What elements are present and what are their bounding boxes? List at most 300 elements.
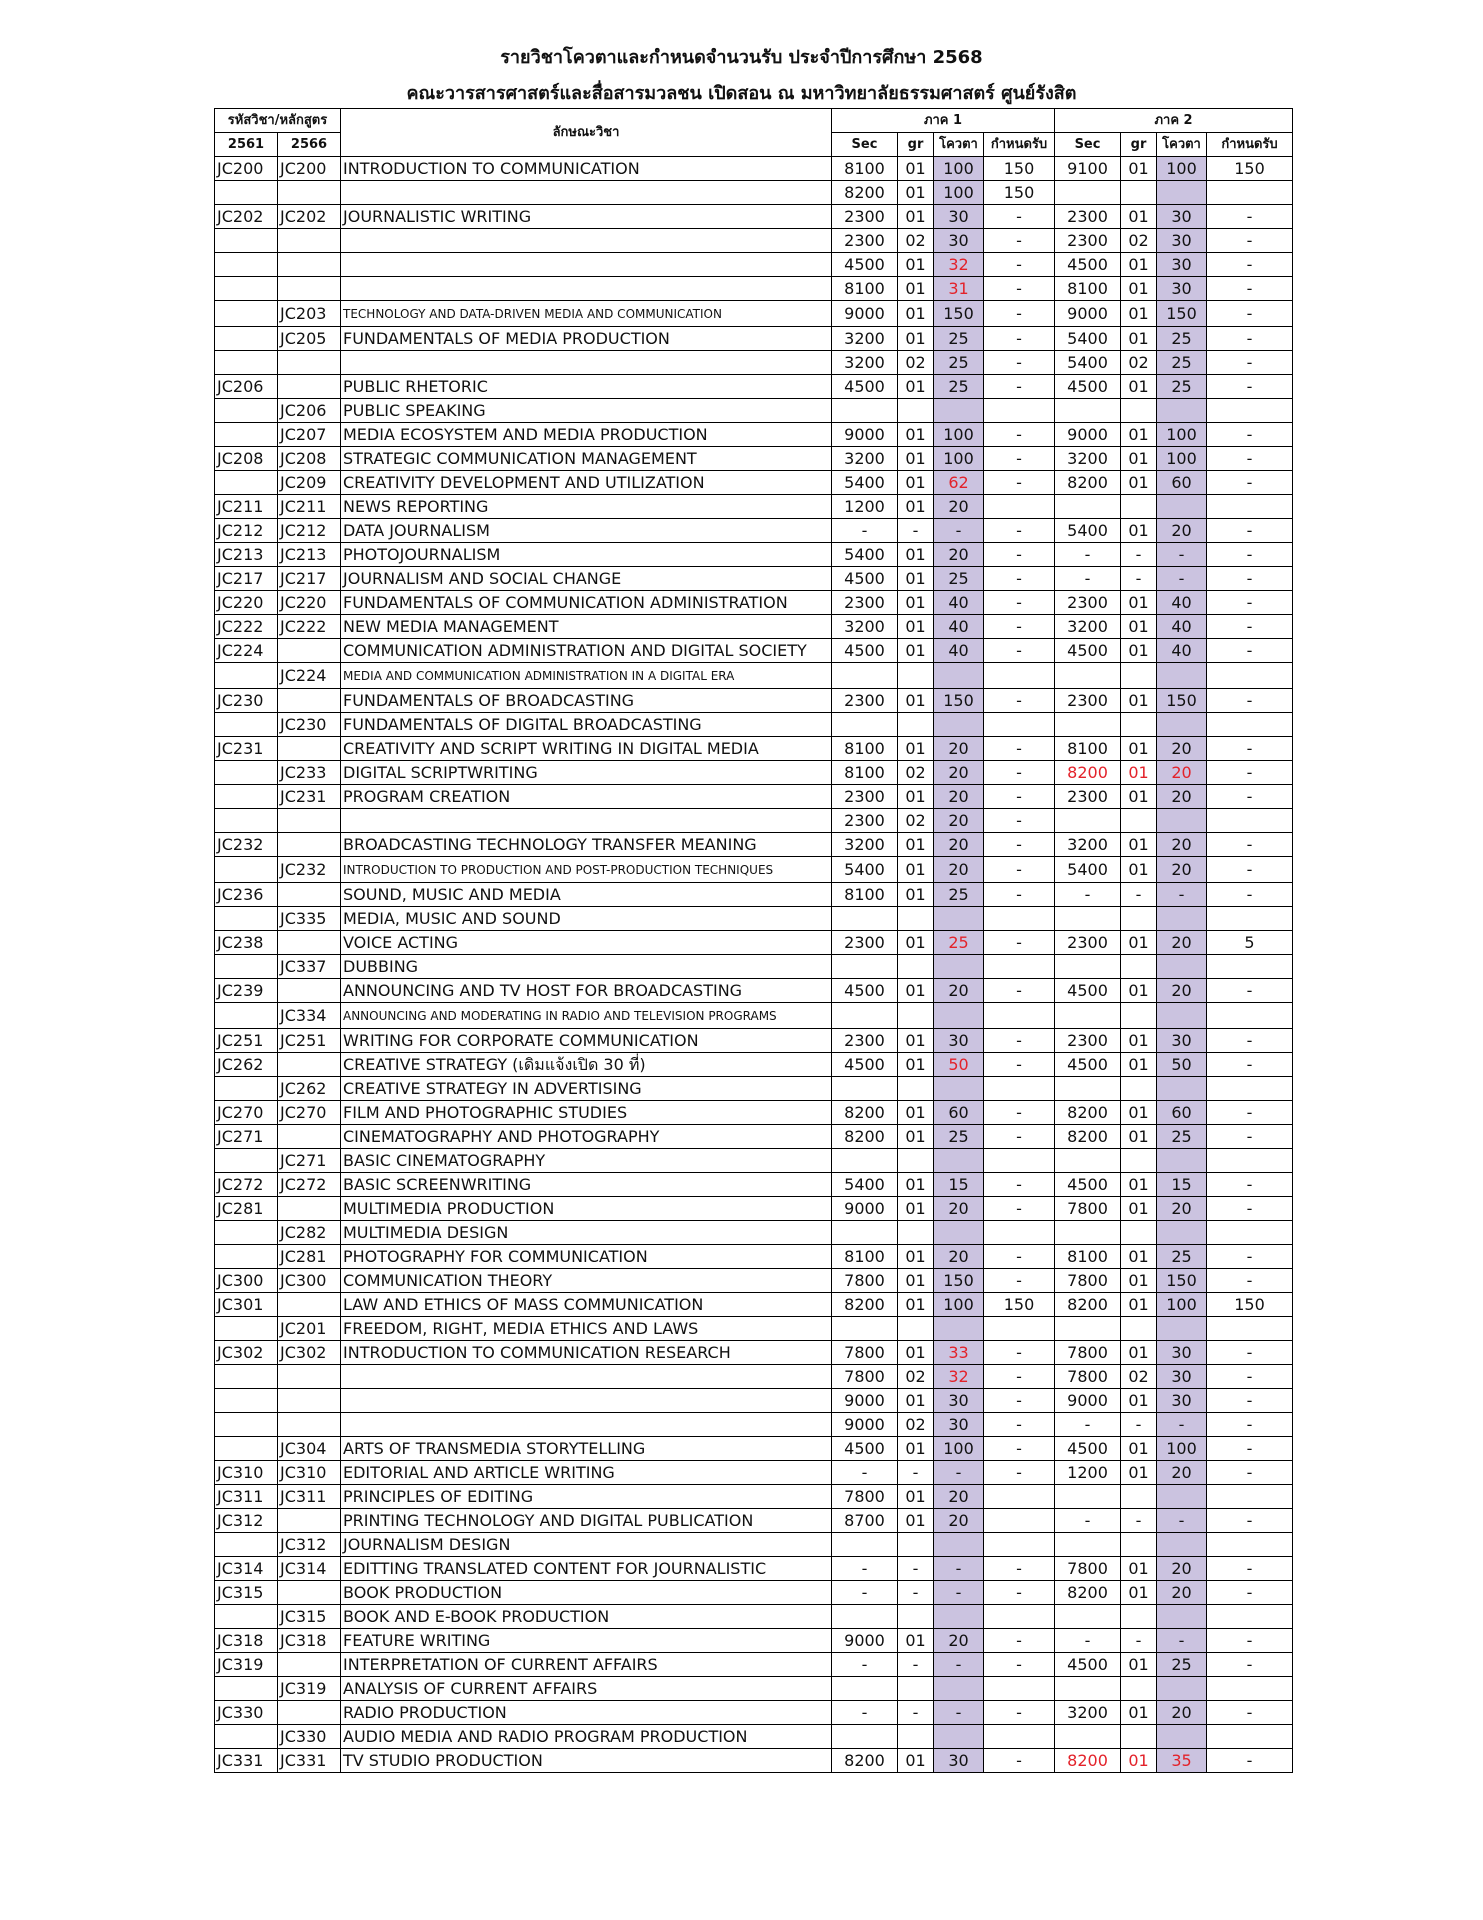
table-row bbox=[215, 495, 1293, 519]
quota-term2: 25 bbox=[1157, 351, 1207, 375]
quota-term1 bbox=[934, 663, 984, 689]
group-term2: 01 bbox=[1121, 1749, 1157, 1773]
quota-term1: 100 bbox=[934, 157, 984, 181]
cap-term1: - bbox=[984, 253, 1055, 277]
sec-term2 bbox=[1055, 1149, 1121, 1173]
quota-term1 bbox=[934, 1677, 984, 1701]
table-row bbox=[215, 1677, 1293, 1701]
code-2566: JC230 bbox=[278, 713, 341, 737]
sec-term2: 9000 bbox=[1055, 423, 1121, 447]
group-term1: 01 bbox=[898, 1437, 934, 1461]
course-name-text: JOURNALISM DESIGN bbox=[343, 1535, 511, 1554]
table-row bbox=[215, 809, 1293, 833]
table-row bbox=[215, 253, 1293, 277]
quota-term1: 50 bbox=[934, 1053, 984, 1077]
sec-term1: 2300 bbox=[832, 689, 898, 713]
group-term2: - bbox=[1121, 543, 1157, 567]
quota-term2: 20 bbox=[1157, 519, 1207, 543]
cap-term1 bbox=[984, 1725, 1055, 1749]
cap-term1 bbox=[984, 1149, 1055, 1173]
table-row bbox=[215, 277, 1293, 301]
group-term2 bbox=[1121, 1725, 1157, 1749]
cap-term1: - bbox=[984, 229, 1055, 253]
group-term1: 01 bbox=[898, 1197, 934, 1221]
quota-term1: 20 bbox=[934, 1629, 984, 1653]
cap-term1: - bbox=[984, 301, 1055, 327]
quota-term2: 20 bbox=[1157, 737, 1207, 761]
cap-term1: - bbox=[984, 1101, 1055, 1125]
cap-term2: - bbox=[1207, 471, 1293, 495]
code-2561: JC230 bbox=[215, 689, 278, 713]
code-2566 bbox=[278, 1293, 341, 1317]
quota-term1: 32 bbox=[934, 1365, 984, 1389]
table-row bbox=[215, 591, 1293, 615]
quota-term2 bbox=[1157, 1317, 1207, 1341]
table-row bbox=[215, 447, 1293, 471]
document-title: รายวิชาโควตาและกำหนดจำนวนรับ ประจำปีการศึกษา 2568 bbox=[500, 47, 983, 68]
code-2566: JC203 bbox=[278, 301, 341, 327]
code-2566: JC205 bbox=[278, 327, 341, 351]
code-2566 bbox=[278, 1413, 341, 1437]
sec-term2 bbox=[1055, 1485, 1121, 1509]
code-2561 bbox=[215, 1725, 278, 1749]
quota-term2 bbox=[1157, 1605, 1207, 1629]
code-2566: JC331 bbox=[278, 1749, 341, 1773]
sec-term1: 4500 bbox=[832, 253, 898, 277]
cap-term2 bbox=[1207, 1533, 1293, 1557]
quota-term1: 25 bbox=[934, 1125, 984, 1149]
code-2566: JC300 bbox=[278, 1269, 341, 1293]
course-name-text: CREATIVITY DEVELOPMENT AND UTILIZATION bbox=[343, 473, 705, 492]
group-term1: 02 bbox=[898, 809, 934, 833]
group-term2: 01 bbox=[1121, 1461, 1157, 1485]
cap-term1: - bbox=[984, 1125, 1055, 1149]
sec-term2: - bbox=[1055, 1509, 1121, 1533]
header-sec-1: Sec bbox=[832, 133, 898, 157]
course-name-text: JOURNALISM AND SOCIAL CHANGE bbox=[343, 569, 622, 588]
group-term1: 01 bbox=[898, 591, 934, 615]
group-term2: 01 bbox=[1121, 1029, 1157, 1053]
cap-term2 bbox=[1207, 663, 1293, 689]
group-term1: 01 bbox=[898, 615, 934, 639]
cap-term2: - bbox=[1207, 277, 1293, 301]
sec-term1 bbox=[832, 399, 898, 423]
code-2561 bbox=[215, 327, 278, 351]
quota-term1 bbox=[934, 399, 984, 423]
quota-term2: 20 bbox=[1157, 979, 1207, 1003]
group-term2: 01 bbox=[1121, 447, 1157, 471]
table-row bbox=[215, 713, 1293, 737]
group-term1 bbox=[898, 1149, 934, 1173]
group-term1: 01 bbox=[898, 301, 934, 327]
code-2566: JC334 bbox=[278, 1003, 341, 1029]
code-2566: JC271 bbox=[278, 1149, 341, 1173]
code-2561 bbox=[215, 1317, 278, 1341]
course-name bbox=[341, 1365, 832, 1389]
cap-term1 bbox=[984, 907, 1055, 931]
cap-term1 bbox=[984, 1509, 1055, 1533]
cap-term1 bbox=[984, 1077, 1055, 1101]
sec-term1: 5400 bbox=[832, 857, 898, 883]
quota-term2: - bbox=[1157, 1509, 1207, 1533]
cap-term2: - bbox=[1207, 519, 1293, 543]
cap-term2 bbox=[1207, 1003, 1293, 1029]
code-2561 bbox=[215, 277, 278, 301]
course-name-text: ARTS OF TRANSMEDIA STORYTELLING bbox=[343, 1439, 646, 1458]
quota-term2 bbox=[1157, 955, 1207, 979]
cap-term2 bbox=[1207, 1077, 1293, 1101]
group-term1: 01 bbox=[898, 833, 934, 857]
group-term1: - bbox=[898, 1461, 934, 1485]
group-term2: 01 bbox=[1121, 1245, 1157, 1269]
code-2561 bbox=[215, 1677, 278, 1701]
quota-term1: 100 bbox=[934, 181, 984, 205]
group-term1: 01 bbox=[898, 447, 934, 471]
course-name bbox=[341, 567, 832, 591]
course-name-text: STRATEGIC COMMUNICATION MANAGEMENT bbox=[343, 449, 697, 468]
group-term2: 01 bbox=[1121, 205, 1157, 229]
cap-term2: - bbox=[1207, 857, 1293, 883]
quota-term2: 20 bbox=[1157, 1581, 1207, 1605]
sec-term2: 8200 bbox=[1055, 761, 1121, 785]
course-name-text: LAW AND ETHICS OF MASS COMMUNICATION bbox=[343, 1295, 704, 1314]
code-2566: JC213 bbox=[278, 543, 341, 567]
course-name-text: FUNDAMENTALS OF MEDIA PRODUCTION bbox=[343, 329, 670, 348]
code-2561: JC236 bbox=[215, 883, 278, 907]
course-name-text: ANALYSIS OF CURRENT AFFAIRS bbox=[343, 1679, 598, 1698]
sec-term2: 8200 bbox=[1055, 471, 1121, 495]
course-name bbox=[341, 1245, 832, 1269]
course-name bbox=[341, 689, 832, 713]
quota-term1: 33 bbox=[934, 1341, 984, 1365]
sec-term1: 8200 bbox=[832, 1101, 898, 1125]
group-term2 bbox=[1121, 1077, 1157, 1101]
quota-term1 bbox=[934, 713, 984, 737]
sec-term2: 2300 bbox=[1055, 229, 1121, 253]
group-term1: 01 bbox=[898, 471, 934, 495]
course-name bbox=[341, 519, 832, 543]
group-term2: - bbox=[1121, 1413, 1157, 1437]
cap-term2: 150 bbox=[1207, 157, 1293, 181]
course-name-text: VOICE ACTING bbox=[343, 933, 459, 952]
quota-term1: 20 bbox=[934, 1509, 984, 1533]
cap-term2: - bbox=[1207, 1509, 1293, 1533]
cap-term2: - bbox=[1207, 205, 1293, 229]
course-name bbox=[341, 301, 832, 327]
group-term1: - bbox=[898, 1701, 934, 1725]
sec-term2 bbox=[1055, 663, 1121, 689]
sec-term1: 7800 bbox=[832, 1341, 898, 1365]
quota-term2: 30 bbox=[1157, 253, 1207, 277]
quota-term2: 40 bbox=[1157, 639, 1207, 663]
group-term1: 01 bbox=[898, 883, 934, 907]
group-term1: 01 bbox=[898, 1485, 934, 1509]
course-name-text: DUBBING bbox=[343, 957, 419, 976]
course-name bbox=[341, 833, 832, 857]
course-name-text: CINEMATOGRAPHY AND PHOTOGRAPHY bbox=[343, 1127, 660, 1146]
table-row bbox=[215, 979, 1293, 1003]
header-gr-2: gr bbox=[1121, 133, 1157, 157]
course-name-text: COMMUNICATION THEORY bbox=[343, 1271, 553, 1290]
quota-term1: 62 bbox=[934, 471, 984, 495]
cap-term2: - bbox=[1207, 1269, 1293, 1293]
code-2566 bbox=[278, 1701, 341, 1725]
group-term1: 01 bbox=[898, 375, 934, 399]
sec-term2: 3200 bbox=[1055, 833, 1121, 857]
sec-term1: 7800 bbox=[832, 1365, 898, 1389]
sec-term1: 9000 bbox=[832, 301, 898, 327]
table-row bbox=[215, 1749, 1293, 1773]
group-term2: 01 bbox=[1121, 423, 1157, 447]
table-row bbox=[215, 689, 1293, 713]
course-name bbox=[341, 1629, 832, 1653]
cap-term2: - bbox=[1207, 1653, 1293, 1677]
code-2561: JC208 bbox=[215, 447, 278, 471]
cap-term1 bbox=[984, 1485, 1055, 1509]
code-2566: JC282 bbox=[278, 1221, 341, 1245]
group-term2 bbox=[1121, 1221, 1157, 1245]
course-name-text: SOUND, MUSIC AND MEDIA bbox=[343, 885, 561, 904]
course-name bbox=[341, 1653, 832, 1677]
code-2561: JC220 bbox=[215, 591, 278, 615]
code-2566: JC319 bbox=[278, 1677, 341, 1701]
sec-term2: 4500 bbox=[1055, 1053, 1121, 1077]
cap-term1 bbox=[984, 663, 1055, 689]
cap-term1: - bbox=[984, 615, 1055, 639]
code-2566: JC312 bbox=[278, 1533, 341, 1557]
sec-term2: - bbox=[1055, 883, 1121, 907]
cap-term2 bbox=[1207, 1149, 1293, 1173]
group-term1 bbox=[898, 663, 934, 689]
quota-term1: 25 bbox=[934, 375, 984, 399]
code-2561 bbox=[215, 663, 278, 689]
sec-term1 bbox=[832, 1077, 898, 1101]
cap-term2: - bbox=[1207, 1413, 1293, 1437]
code-2566: JC212 bbox=[278, 519, 341, 543]
course-name bbox=[341, 1029, 832, 1053]
group-term2 bbox=[1121, 809, 1157, 833]
quota-term1: 20 bbox=[934, 833, 984, 857]
code-2566: JC211 bbox=[278, 495, 341, 519]
group-term1: 01 bbox=[898, 567, 934, 591]
course-name-text: WRITING FOR CORPORATE COMMUNICATION bbox=[343, 1031, 699, 1050]
sec-term2: 7800 bbox=[1055, 1197, 1121, 1221]
group-term2: 01 bbox=[1121, 157, 1157, 181]
group-term1 bbox=[898, 1077, 934, 1101]
course-name bbox=[341, 1749, 832, 1773]
course-name bbox=[341, 1293, 832, 1317]
code-2566: JC337 bbox=[278, 955, 341, 979]
table-body bbox=[215, 157, 1293, 1773]
table-row bbox=[215, 1245, 1293, 1269]
code-2561 bbox=[215, 399, 278, 423]
quota-term2: 25 bbox=[1157, 1653, 1207, 1677]
code-2561: JC238 bbox=[215, 931, 278, 955]
table-row bbox=[215, 931, 1293, 955]
cap-term2 bbox=[1207, 495, 1293, 519]
quota-term1: 20 bbox=[934, 737, 984, 761]
table-row bbox=[215, 301, 1293, 327]
sec-term2: 2300 bbox=[1055, 689, 1121, 713]
group-term2 bbox=[1121, 1003, 1157, 1029]
group-term1: - bbox=[898, 1557, 934, 1581]
sec-term2: 7800 bbox=[1055, 1557, 1121, 1581]
sec-term1: 4500 bbox=[832, 1437, 898, 1461]
quota-term1: 150 bbox=[934, 1269, 984, 1293]
course-name bbox=[341, 1197, 832, 1221]
sec-term2 bbox=[1055, 1605, 1121, 1629]
cap-term1: - bbox=[984, 1365, 1055, 1389]
code-2566: JC314 bbox=[278, 1557, 341, 1581]
cap-term2: - bbox=[1207, 1701, 1293, 1725]
cap-term1: - bbox=[984, 1245, 1055, 1269]
group-term2: 01 bbox=[1121, 857, 1157, 883]
group-term2: 01 bbox=[1121, 1557, 1157, 1581]
sec-term2: 8200 bbox=[1055, 1125, 1121, 1149]
cap-term2: - bbox=[1207, 1389, 1293, 1413]
quota-term1: - bbox=[934, 1581, 984, 1605]
quota-term1: 31 bbox=[934, 277, 984, 301]
course-name-text: AUDIO MEDIA AND RADIO PROGRAM PRODUCTION bbox=[343, 1727, 748, 1746]
header-sec-2: Sec bbox=[1055, 133, 1121, 157]
code-2566 bbox=[278, 1053, 341, 1077]
table-row bbox=[215, 1293, 1293, 1317]
cap-term2: - bbox=[1207, 689, 1293, 713]
code-2566: JC222 bbox=[278, 615, 341, 639]
code-2561 bbox=[215, 1389, 278, 1413]
code-2561 bbox=[215, 471, 278, 495]
cap-term2: - bbox=[1207, 1629, 1293, 1653]
code-2561: JC271 bbox=[215, 1125, 278, 1149]
sec-term1: 4500 bbox=[832, 1053, 898, 1077]
cap-term2: - bbox=[1207, 883, 1293, 907]
table-row bbox=[215, 519, 1293, 543]
cap-term2: - bbox=[1207, 1341, 1293, 1365]
quota-term2 bbox=[1157, 1485, 1207, 1509]
group-term1 bbox=[898, 907, 934, 931]
table-row bbox=[215, 1341, 1293, 1365]
cap-term2: - bbox=[1207, 447, 1293, 471]
sec-term1 bbox=[832, 713, 898, 737]
course-name bbox=[341, 713, 832, 737]
cap-term1: - bbox=[984, 1581, 1055, 1605]
quota-term1 bbox=[934, 1149, 984, 1173]
quota-term2: 20 bbox=[1157, 833, 1207, 857]
group-term2: 02 bbox=[1121, 1365, 1157, 1389]
code-2566 bbox=[278, 689, 341, 713]
cap-term1: - bbox=[984, 857, 1055, 883]
group-term2 bbox=[1121, 663, 1157, 689]
code-2561: JC251 bbox=[215, 1029, 278, 1053]
cap-term1 bbox=[984, 1317, 1055, 1341]
course-name bbox=[341, 1485, 832, 1509]
code-2566 bbox=[278, 809, 341, 833]
cap-term2: - bbox=[1207, 423, 1293, 447]
sec-term1: 2300 bbox=[832, 1029, 898, 1053]
code-2561: JC312 bbox=[215, 1509, 278, 1533]
quota-term1: 40 bbox=[934, 615, 984, 639]
table-row bbox=[215, 1725, 1293, 1749]
code-2561: JC231 bbox=[215, 737, 278, 761]
quota-term1 bbox=[934, 1317, 984, 1341]
sec-term1: 4500 bbox=[832, 375, 898, 399]
course-name-text: CREATIVE STRATEGY IN ADVERTISING bbox=[343, 1079, 642, 1098]
course-name bbox=[341, 1605, 832, 1629]
group-term1 bbox=[898, 1677, 934, 1701]
quota-term1: 20 bbox=[934, 785, 984, 809]
table-row bbox=[215, 1533, 1293, 1557]
sec-term1: 2300 bbox=[832, 931, 898, 955]
code-2566: JC217 bbox=[278, 567, 341, 591]
course-name-text: FILM AND PHOTOGRAPHIC STUDIES bbox=[343, 1103, 628, 1122]
sec-term2: 5400 bbox=[1055, 857, 1121, 883]
quota-term2: 15 bbox=[1157, 1173, 1207, 1197]
sec-term1: 8100 bbox=[832, 883, 898, 907]
sec-term1: 5400 bbox=[832, 1173, 898, 1197]
course-name bbox=[341, 1101, 832, 1125]
quota-term2 bbox=[1157, 1003, 1207, 1029]
cap-term2: - bbox=[1207, 1749, 1293, 1773]
quota-term1: 100 bbox=[934, 1437, 984, 1461]
group-term1: 01 bbox=[898, 689, 934, 713]
cap-term2: - bbox=[1207, 229, 1293, 253]
table-row bbox=[215, 1605, 1293, 1629]
quota-term1 bbox=[934, 907, 984, 931]
sec-term1: 8200 bbox=[832, 1293, 898, 1317]
header-course-name: ลักษณะวิชา bbox=[341, 109, 832, 157]
sec-term1: 8100 bbox=[832, 737, 898, 761]
code-2561: JC200 bbox=[215, 157, 278, 181]
table-row bbox=[215, 399, 1293, 423]
course-name bbox=[341, 1003, 832, 1029]
code-2561: JC224 bbox=[215, 639, 278, 663]
course-name-text: NEWS REPORTING bbox=[343, 497, 489, 516]
cap-term1: - bbox=[984, 1173, 1055, 1197]
group-term2 bbox=[1121, 907, 1157, 931]
group-term1: 01 bbox=[898, 737, 934, 761]
sec-term2: 4500 bbox=[1055, 979, 1121, 1003]
cap-term1: - bbox=[984, 833, 1055, 857]
group-term2: 01 bbox=[1121, 737, 1157, 761]
sec-term1 bbox=[832, 1221, 898, 1245]
quota-term2: 20 bbox=[1157, 761, 1207, 785]
course-name bbox=[341, 447, 832, 471]
table-row bbox=[215, 785, 1293, 809]
cap-term2: - bbox=[1207, 1461, 1293, 1485]
cap-term1 bbox=[984, 1677, 1055, 1701]
table-row bbox=[215, 761, 1293, 785]
quota-term2 bbox=[1157, 1077, 1207, 1101]
table-row bbox=[215, 1581, 1293, 1605]
course-name bbox=[341, 663, 832, 689]
sec-term2: 9100 bbox=[1055, 157, 1121, 181]
course-name-text: COMMUNICATION ADMINISTRATION AND DIGITAL SOCIETY bbox=[343, 641, 807, 660]
course-name bbox=[341, 785, 832, 809]
quota-term1: 100 bbox=[934, 423, 984, 447]
course-name bbox=[341, 229, 832, 253]
header-term-1: ภาค 1 bbox=[832, 109, 1055, 133]
sec-term2 bbox=[1055, 907, 1121, 931]
code-2561: JC311 bbox=[215, 1485, 278, 1509]
group-term2: 01 bbox=[1121, 327, 1157, 351]
code-2566: JC330 bbox=[278, 1725, 341, 1749]
course-name-text: INTRODUCTION TO COMMUNICATION RESEARCH bbox=[343, 1343, 731, 1362]
sec-term1 bbox=[832, 1605, 898, 1629]
cap-term2: - bbox=[1207, 1101, 1293, 1125]
course-name-text: PUBLIC SPEAKING bbox=[343, 401, 486, 420]
quota-term1: - bbox=[934, 1461, 984, 1485]
course-name bbox=[341, 1437, 832, 1461]
